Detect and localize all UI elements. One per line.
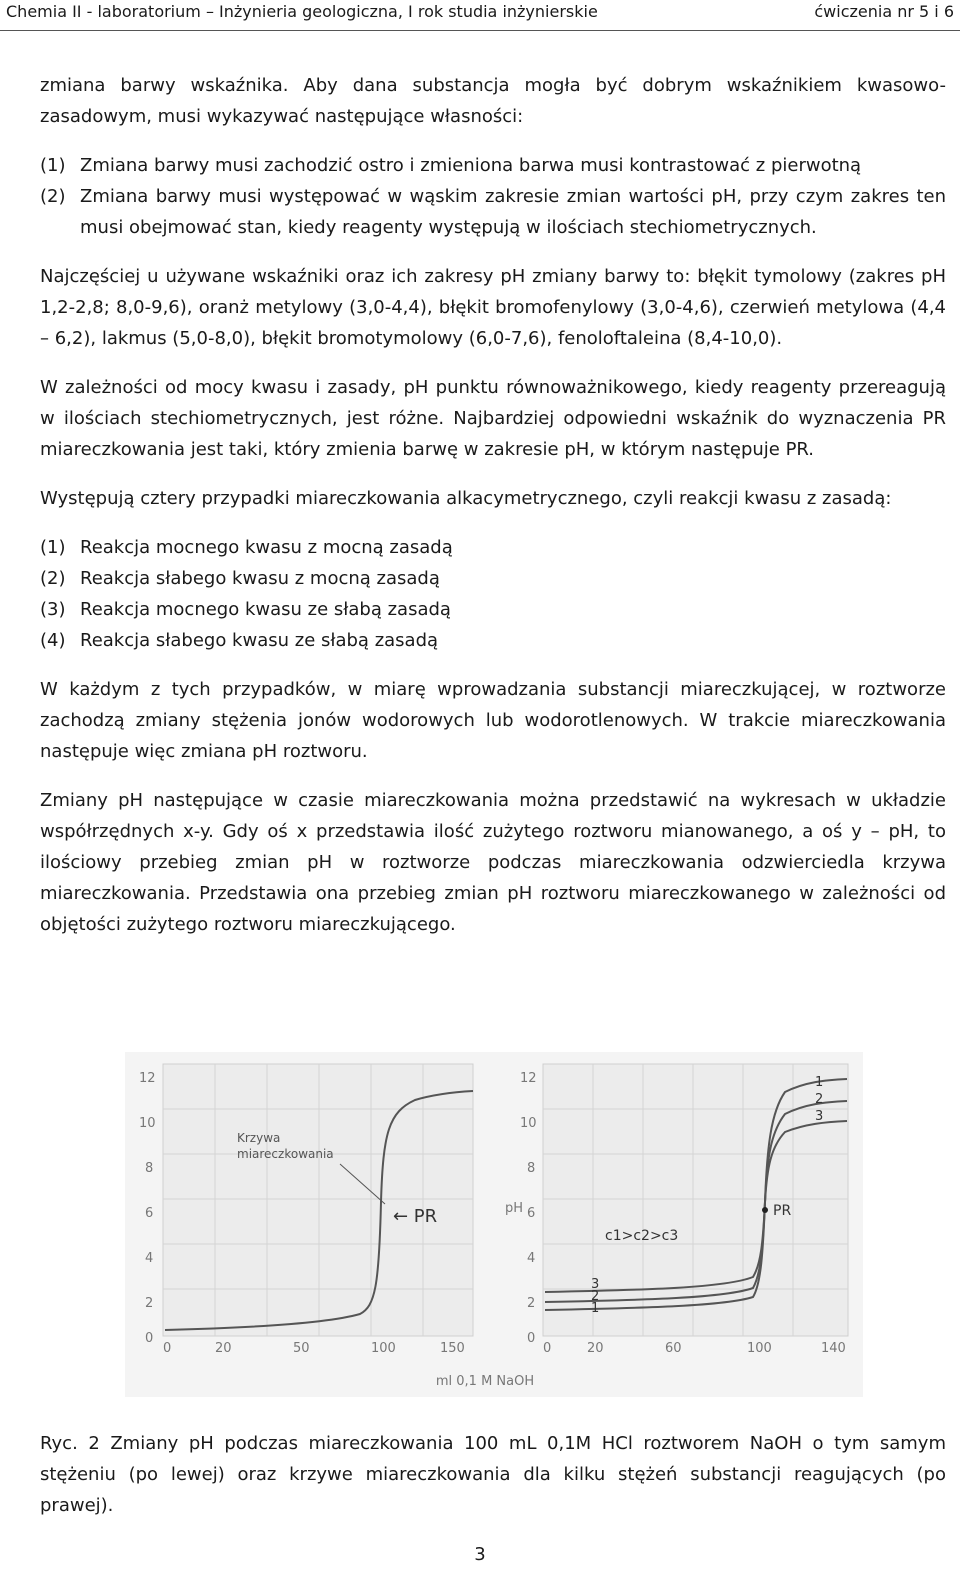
- list-item-text: Reakcja mocnego kwasu ze słabą zasadą: [80, 599, 451, 620]
- x-tick-label: 20: [215, 1341, 232, 1356]
- list-item: [40, 563, 946, 594]
- paragraph-indicators: Najczęściej u używane wskaźniki oraz ich zakresy pH zmiany barwy to: błękit tymolowy (zakres pH 1,2-2,8; 8,0-9,6), oranż metylowy (3,0-4,4), błękit bromofenylowy (3,0-4,6), czerwień metylowa (4,4 – 6,2), lakmus (5,0-8,0), błękit bromotymolowy (6,0-7,6), fenoloftaleina (8,4-10,0).: [40, 266, 946, 349]
- list-item-number: (3): [40, 599, 66, 620]
- equivalence-point-label: PR: [773, 1203, 792, 1219]
- list-item-number: (4): [40, 630, 66, 651]
- header-exercise-number: ćwiczenia nr 5 i 6: [814, 2, 954, 21]
- list-item-text: Zmiana barwy musi występować w wąskim zakresie zmian wartości pH, przy czym zakres ten musi obejmować stan, kiedy reagenty występują w ilościach stechiometrycznych.: [80, 186, 946, 238]
- x-tick-label: 60: [665, 1341, 682, 1356]
- x-tick-label: 50: [293, 1341, 310, 1356]
- x-tick-label: 150: [440, 1341, 465, 1356]
- x-tick-label: 100: [747, 1341, 772, 1356]
- page-content: [40, 70, 946, 940]
- titration-curves-figure: [125, 1052, 863, 1397]
- paragraph-ph-changes: W każdym z tych przypadków, w miarę wprowadzania substancji miareczkującej, w roztworze zachodzą zmiany stężenia jonów wodorowych lub wodorotlenowych. W trakcie miareczkowania następuje więc zmiana pH roztworu.: [40, 679, 946, 762]
- y-tick-label: 10: [139, 1116, 156, 1131]
- list-item-text: Reakcja słabego kwasu z mocną zasadą: [80, 568, 440, 589]
- y-tick-label: 6: [527, 1206, 536, 1221]
- list-item: [40, 532, 946, 563]
- curve-annotation: Krzywa: [237, 1131, 281, 1145]
- list-item: [40, 150, 946, 181]
- page-number: 3: [474, 1544, 486, 1565]
- y-axis-label: pH: [505, 1201, 524, 1216]
- list-item-text: Reakcja słabego kwasu ze słabą zasadą: [80, 630, 439, 651]
- list-item-number: (1): [40, 537, 66, 558]
- equivalence-point-marker: [762, 1207, 768, 1213]
- list-item: [40, 625, 946, 656]
- curve-annotation: miareczkowania: [237, 1147, 334, 1161]
- curve-label: 2: [591, 1289, 600, 1304]
- figure-caption: Ryc. 2 Zmiany pH podczas miareczkowania 100 mL 0,1M HCl roztworem NaOH o tym samym stężeniu (po lewej) oraz krzywe miareczkowania dla kilku stężeń substancji reagujących (po prawej).: [40, 1433, 946, 1516]
- right-titration-chart: [505, 1064, 848, 1356]
- paragraph-cases-intro: Występują cztery przypadki miareczkowania alkacymetrycznego, czyli reakcji kwasu z zasadą:: [40, 488, 892, 509]
- y-tick-label: 6: [145, 1206, 154, 1221]
- curve-label: 3: [591, 1277, 600, 1292]
- page-header: [0, 0, 960, 31]
- y-tick-label: 0: [527, 1331, 536, 1346]
- y-tick-label: 4: [527, 1251, 536, 1266]
- y-tick-label: 0: [145, 1331, 154, 1346]
- y-tick-label: 2: [527, 1296, 536, 1311]
- x-tick-label: 140: [821, 1341, 846, 1356]
- y-tick-label: 4: [145, 1251, 154, 1266]
- x-axis-label: ml 0,1 M NaOH: [435, 1374, 535, 1389]
- curve-label: 1: [815, 1075, 824, 1090]
- list-item-text: Reakcja mocnego kwasu z mocną zasadą: [80, 537, 453, 558]
- paragraph-titration-curve: Zmiany pH następujące w czasie miareczkowania można przedstawić na wykresach w układzie współrzędnych x-y. Gdy oś x przedstawia ilość zużytego roztworu mianowanego, a oś y – pH, to ilościowy przebieg zmian pH w roztworze podczas miareczkowania odzwierciedla krzywa miareczkowania. Przedstawia ona przebieg zmian pH roztworu miareczkowanego w zależności od objętości zużytego roztworu miareczkującego.: [40, 790, 946, 935]
- y-tick-label: 10: [520, 1116, 537, 1131]
- header-course-title: Chemia II - laboratorium – Inżynieria geologiczna, I rok studia inżynierskie: [6, 2, 598, 21]
- x-tick-label: 20: [587, 1341, 604, 1356]
- curve-label: 2: [815, 1092, 824, 1107]
- curve-label: 1: [591, 1301, 600, 1316]
- paragraph-equivalence-point: W zależności od mocy kwasu i zasady, pH punktu równoważnikowego, kiedy reagenty przereagują w ilościach stechiometrycznych, jest różne. Najbardziej odpowiedni wskaźnik do wyznaczenia PR miareczkowania jest taki, który zmienia barwę w zakresie pH, w którym następuje PR.: [40, 377, 946, 460]
- x-tick-label: 0: [543, 1341, 552, 1356]
- y-tick-label: 2: [145, 1296, 154, 1311]
- list-item-number: (2): [40, 568, 66, 589]
- y-tick-label: 8: [527, 1161, 536, 1176]
- paragraph-indicator-intro: zmiana barwy wskaźnika. Aby dana substancja mogła być dobrym wskaźnikiem kwasowo-zasadowym, musi wykazywać następujące własności:: [40, 75, 946, 127]
- curve-label: 3: [815, 1109, 824, 1124]
- y-tick-label: 12: [520, 1071, 537, 1086]
- y-tick-label: 8: [145, 1161, 154, 1176]
- equivalence-point-label: ← PR: [393, 1206, 438, 1227]
- x-tick-label: 100: [371, 1341, 396, 1356]
- y-tick-label: 12: [139, 1071, 156, 1086]
- list-item-text: Zmiana barwy musi zachodzić ostro i zmieniona barwa musi kontrastować z pierwotną: [80, 155, 862, 176]
- x-tick-label: 0: [163, 1341, 172, 1356]
- list-item: [40, 594, 946, 625]
- list-item: [40, 181, 946, 243]
- concentration-relation-label: c1>c2>c3: [605, 1228, 679, 1244]
- list-item-number: (1): [40, 155, 66, 176]
- list-item-number: (2): [40, 186, 66, 207]
